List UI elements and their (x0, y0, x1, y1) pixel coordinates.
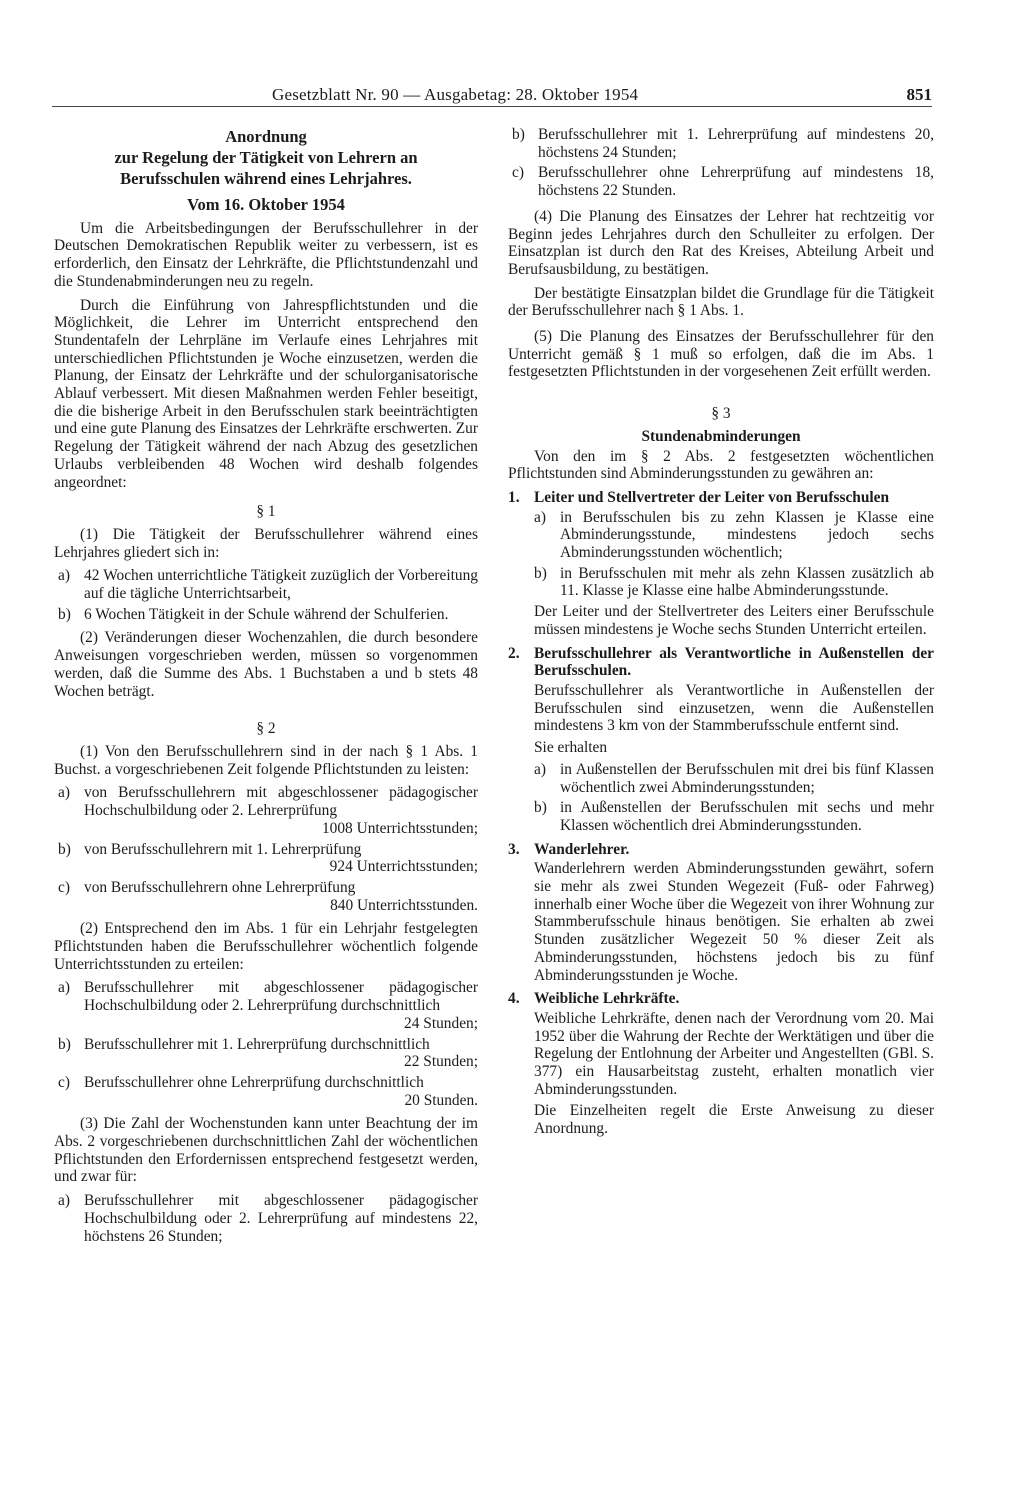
title-line-2: zur Regelung der Tätigkeit von Lehrern an (114, 148, 418, 167)
s3-p3-paragraph-1: Wanderlehrern werden Abminderungsstunden gewährt, sofern sie mehr als zwei Stunden Wegezeit (Fuß- oder Fahrweg) innerhalb einer Woche über die Wegezeit von ihrer Wohnung zur Stammberufsschule hinaus benötigen. Sie erhalten ab zwei Stunden zusätzlicher Wegezeit 50 % dieser Zeit als Abminderungsstunden, höchstens jedoch bis zu fünf Abminderungsstunden je Woche. (534, 860, 934, 984)
s3-point-1 (508, 489, 934, 507)
s3-point-4 (508, 990, 934, 1008)
item-text: Berufsschullehrer mit 1. Lehrerprüfung durchschnittlich (84, 1035, 430, 1053)
s3-p2-item-b (534, 799, 934, 834)
item-text: von Berufsschullehrern mit abgeschlossener pädagogischer Hochschulbildung oder 2. Lehrerprüfung (84, 784, 478, 820)
document-title (54, 126, 478, 189)
point-label: 1. (508, 488, 520, 506)
item-label: b) (534, 799, 547, 817)
item-label: c) (58, 1073, 70, 1091)
s2-item2-a (54, 979, 478, 1032)
intro-paragraph-1: Um die Arbeitsbedingungen der Berufsschullehrer in der Deutschen Demokratischen Republik weiter zu verbessern, ist es erforderlich, den Einsatz der Lehrkräfte, die Pflichtstundenzahl und die Stundenabminderungen neu zu regeln. (54, 219, 478, 290)
s3-point-1-body (508, 509, 934, 639)
item-label: b) (58, 605, 71, 623)
header-rule (52, 106, 932, 107)
item-text: Berufsschullehrer mit abgeschlossener pädagogischer Hochschulbildung oder 2. Lehrerprüfung durchschnittlich (84, 979, 478, 1015)
item-label: b) (58, 840, 71, 858)
item-text: 6 Wochen Tätigkeit in der Schule während der Schulferien. (84, 605, 449, 623)
s1-item-b (54, 606, 478, 624)
item-text: Berufsschullehrer ohne Lehrerprüfung durchschnittlich (84, 1073, 424, 1091)
item-label: b) (58, 1035, 71, 1053)
item-text: Berufsschullehrer ohne Lehrerprüfung auf mindestens 18, höchstens 22 Stunden. (538, 164, 934, 200)
item-text: in Berufsschulen bis zu zehn Klassen je Klasse eine Abminderungsstunde, mindestens jedoch sechs Abminderungsstunden wöchentlich; (560, 508, 934, 562)
s3-point-2-body (508, 682, 934, 835)
item-label: a) (58, 784, 70, 802)
s2-item3-c (508, 164, 934, 199)
s1-item-a (54, 567, 478, 602)
s2-paragraph-4b: Der bestätigte Einsatzplan bildet die Grundlage für die Tätigkeit der Berufsschullehrer nach § 1 Abs. 1. (508, 284, 934, 320)
section-1-heading: § 1 (256, 503, 276, 521)
item-label: c) (58, 878, 70, 896)
point-title: Wanderlehrer. (534, 840, 630, 858)
header-title: Gesetzblatt Nr. 90 — Ausgabetag: 28. Oktober 1954 (272, 85, 639, 104)
item-label: a) (58, 979, 70, 997)
s2-item2-b (54, 1036, 478, 1071)
section-3-heading: § 3 (711, 405, 731, 423)
item-text: Berufsschullehrer mit abgeschlossener pädagogischer Hochschulbildung oder 2. Lehrerprüfung auf mindestens 22, höchstens 26 Stunden; (84, 1192, 478, 1245)
item-text: in Berufsschulen mit mehr als zehn Klassen zusätzlich ab 11. Klasse je Klasse eine halbe Abminderungsstunde. (560, 564, 934, 600)
item-amount: 924 Unterrichtsstunden; (329, 858, 478, 876)
s2-item1-c (54, 879, 478, 914)
point-title: Weibliche Lehrkräfte. (534, 990, 680, 1008)
item-label: a) (58, 1192, 70, 1210)
s3-point-2 (508, 645, 934, 680)
s2-paragraph-1: (1) Von den Berufsschullehrern sind in der nach § 1 Abs. 1 Buchst. a vorgeschriebenen Zeit folgende Pflichtstunden zu leisten: (54, 742, 478, 778)
left-column (54, 126, 478, 1248)
item-label: a) (58, 567, 70, 585)
s3-p1-item-a (534, 509, 934, 562)
page-number: 851 (906, 85, 932, 104)
s2-paragraph-2: (2) Entsprechend den im Abs. 1 für ein Lehrjahr festgelegten Pflichtstunden haben die Berufsschullehrer wöchentlich folgende Unterrichtsstunden zu erteilen: (54, 920, 478, 973)
item-amount: 20 Stunden. (404, 1091, 478, 1109)
point-title: Leiter und Stellvertreter der Leiter von Berufsschulen (534, 488, 890, 506)
item-text: von Berufsschullehrern mit 1. Lehrerprüfung (84, 840, 362, 858)
section-2-heading: § 2 (256, 720, 276, 738)
item-label: a) (534, 508, 546, 526)
item-label: b) (534, 564, 547, 582)
item-amount: 840 Unterrichtsstunden. (330, 896, 478, 914)
item-label: a) (534, 760, 546, 778)
item-text: 42 Wochen unterrichtliche Tätigkeit zuzüglich der Vorbereitung auf die tägliche Unterrichtsarbeit, (84, 567, 478, 603)
item-text: von Berufsschullehrern ohne Lehrerprüfung (84, 878, 356, 896)
title-line-1: Anordnung (225, 127, 307, 146)
item-label: b) (512, 126, 525, 143)
document-date: Vom 16. Oktober 1954 (187, 195, 345, 214)
s2-paragraph-3: (3) Die Zahl der Wochenstunden kann unter Beachtung der im Abs. 2 vorgeschriebenen durchschnittlichen Zahl der wöchentlichen Pflichtstunden den Erfordernissen entsprechend festgesetzt werden, und zwar für: (54, 1115, 478, 1186)
page-header (52, 84, 932, 108)
s3-p2-paragraph-2: Sie erhalten (534, 739, 608, 757)
s3-intro: Von den im § 2 Abs. 2 festgesetzten wöchentlichen Pflichtstunden sind Abminderungsstunden zu gewähren an: (508, 447, 934, 483)
s2-paragraph-4a: (4) Die Planung des Einsatzes der Lehrer hat rechtzeitig vor Beginn jedes Lehrjahres durch den Schulleiter zu erfolgen. Der Einsatzplan ist durch den Rat des Kreises, Abteilung Arbeit und Berufsausbildung, zu bestätigen. (508, 207, 934, 278)
intro-paragraph-2: Durch die Einführung von Jahrespflichtstunden und die Möglichkeit, die Lehrer im Unterricht entsprechend den Stundentafeln der Lehrpläne im Verlaufe eines Lehrjahres mit unterschiedlichen Pflichtstunden je Woche einzusetzen, werden die Planung, der Einsatz der Lehrkräfte und der schulorganisatorische Ablauf verbessert. Mit diesen Maßnahmen werden Fehler beseitigt, die die bisherige Arbeit in den Berufsschulen stark beeinträchtigten und eine gute Planung des Einsatzes der Lehrkräfte erschwerten. Zur Regelung der Tätigkeit während der nach Abzug des gesetzlichen Urlaubs verbleibenden 48 Wochen wird deshalb folgendes angeordnet: (54, 296, 478, 491)
s3-p1-item-b (534, 565, 934, 600)
item-text: in Außenstellen der Berufsschulen mit sechs und mehr Klassen wöchentlich drei Abminderungsstunden. (560, 799, 934, 834)
title-line-3: Berufsschulen während eines Lehrjahres. (120, 169, 412, 188)
point-label: 4. (508, 990, 520, 1008)
s3-point-3-body (508, 860, 934, 984)
s3-p4-paragraph-2: Die Einzelheiten regelt die Erste Anweisung zu dieser Anordnung. (534, 1102, 934, 1138)
item-amount: 22 Stunden; (404, 1053, 478, 1071)
s1-paragraph-1: (1) Die Tätigkeit der Berufsschullehrer während eines Lehrjahres gliedert sich in: (54, 525, 478, 561)
item-amount: 1008 Unterrichtsstunden; (321, 819, 478, 837)
point-label: 3. (508, 840, 520, 858)
s2-paragraph-5: (5) Die Planung des Einsatzes der Berufsschullehrer für den Unterricht gemäß § 1 muß so erfolgen, daß die im Abs. 1 festgesetzten Pflichtstunden in der vorgesehenen Zeit erfüllt werden. (508, 328, 934, 381)
item-text: Berufsschullehrer mit 1. Lehrerprüfung auf mindestens 20, höchstens 24 Stunden; (538, 126, 934, 161)
s3-p1-note: Der Leiter und der Stellvertreter des Leiters einer Berufsschule müssen mindestens je Woche sechs Stunden Unterricht erteilen. (534, 603, 934, 638)
s1-paragraph-2: (2) Veränderungen dieser Wochenzahlen, die durch besondere Anweisungen vorgeschrieben werden, müssen so vorgenommen werden, daß die Summe des Abs. 1 Buchstaben a und b stets 48 Wochen beträgt. (54, 629, 478, 700)
s2-item2-c (54, 1074, 478, 1109)
s2-item3-b (508, 126, 934, 161)
s2-item3-a (54, 1192, 478, 1245)
item-text: in Außenstellen der Berufsschulen mit drei bis fünf Klassen wöchentlich zwei Abminderungsstunden; (560, 760, 934, 796)
s3-point-4-body (508, 1010, 934, 1138)
s2-item1-a (54, 784, 478, 837)
s3-p4-paragraph-1: Weibliche Lehrkräfte, denen nach der Verordnung vom 20. Mai 1952 über die Wahrung der Rechte der Werktätigen und über die Regelung der Entlohnung der Arbeiter und Angestellten (GBl. S. 377) ein Hausarbeitstag zusteht, erhalten monatlich vier Abminderungsstunden. (534, 1009, 934, 1098)
right-column (508, 126, 934, 1142)
s3-p2-item-a (534, 761, 934, 796)
item-amount: 24 Stunden; (404, 1014, 478, 1032)
s3-point-3 (508, 841, 934, 859)
point-title: Berufsschullehrer als Verantwortliche in Außenstellen der Berufsschulen. (534, 644, 934, 680)
s2-item1-b (54, 841, 478, 876)
s3-p2-paragraph-1: Berufsschullehrer als Verantwortliche in Außenstellen der Berufsschulen sind einzusetzen, wenn die Außenstellen mindestens 3 km von der Stammberufsschule entfernt sind. (534, 681, 934, 735)
point-label: 2. (508, 644, 520, 662)
item-label: c) (512, 164, 524, 182)
section-3-subheading: Stundenabminderungen (641, 427, 801, 445)
